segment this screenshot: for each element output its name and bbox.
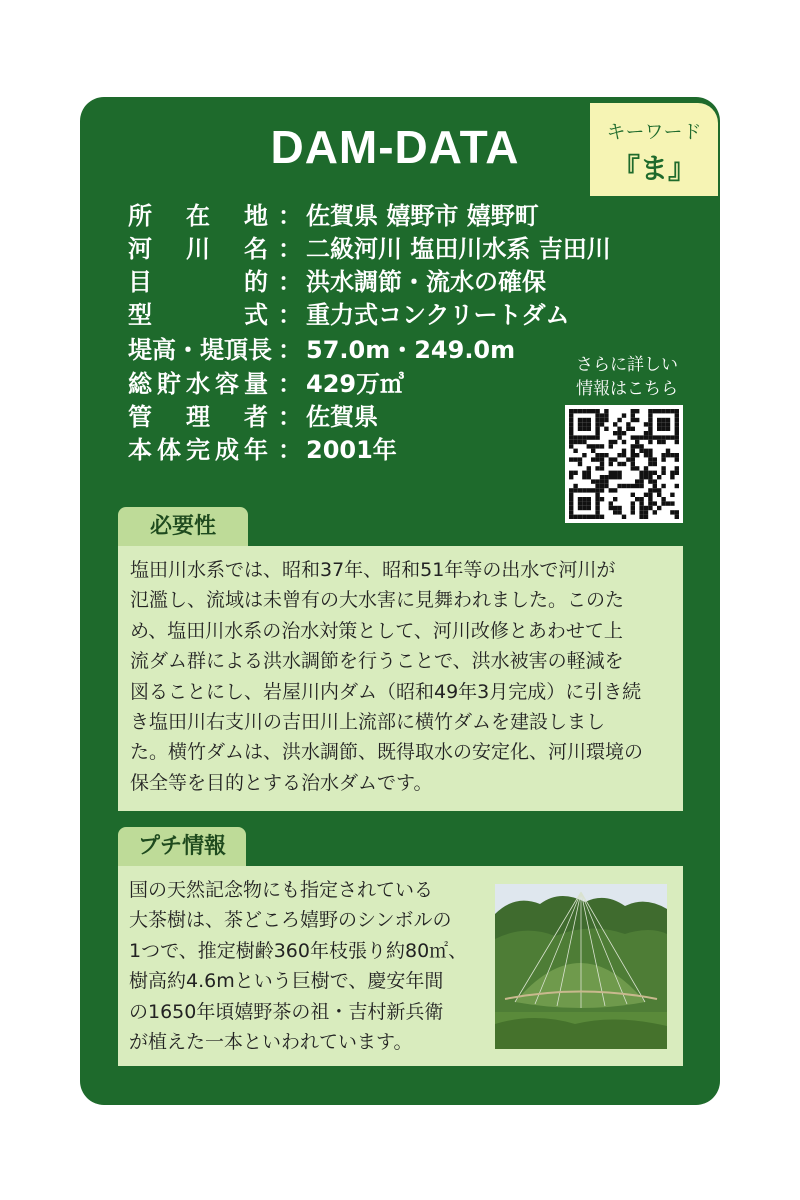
info-separator: ： [278, 370, 302, 398]
info-separator: ： [278, 268, 302, 296]
info-value: 佐賀県 嬉野市 嬉野町 [306, 202, 539, 230]
keyword-label: キーワード [606, 121, 702, 143]
info-separator: ： [278, 336, 302, 364]
text-line: た。横竹ダムは、洪水調節、既得取水の安定化、河川環境の [130, 741, 644, 764]
info-label: 堤 高 ・ 堤 頂 長 [128, 336, 272, 364]
text-line: 国の天然記念物にも指定されている [129, 879, 434, 901]
text-line: 保全等を目的とする治水ダムです。 [130, 771, 433, 794]
tea-tree-photo [495, 884, 667, 1049]
keyword-value: 『ま』 [611, 152, 696, 185]
text-line: き塩田川右支川の吉田川上流部に横竹ダムを建設しまし [130, 711, 606, 734]
text-line: 流ダム群による洪水調節を行うことで、洪水被害の軽減を [130, 650, 624, 673]
info-label: 管 理 者 [128, 403, 268, 431]
info-separator: ： [278, 436, 302, 464]
info-value: 57.0m・249.0m [306, 336, 516, 364]
necessity-heading: 必要性 [118, 507, 248, 547]
info-value: 佐賀県 [306, 403, 378, 431]
info-value: 2001年 [306, 436, 397, 464]
info-separator: ： [278, 301, 302, 329]
qr-code[interactable] [565, 405, 683, 523]
necessity-text [130, 555, 675, 798]
text-line: 塩田川水系では、昭和37年、昭和51年等の出水で河川が [130, 559, 616, 581]
qr-caption-line: 情報はこちら [576, 379, 678, 399]
info-label: 総 貯 水 容 量 [128, 370, 268, 398]
info-label: 目 的 [128, 268, 268, 296]
text-line: 1つで、推定樹齢360年枝張り約80㎡、 [129, 939, 468, 962]
text-line: 大茶樹は、茶どころ嬉野のシンボルの [129, 909, 452, 932]
info-value: 429万㎥ [306, 370, 405, 398]
info-label: 所 在 地 [128, 202, 268, 230]
info-separator: ： [278, 202, 302, 230]
info-value: 洪水調節・流水の確保 [306, 268, 546, 296]
info-separator: ： [278, 403, 302, 431]
info-separator: ： [278, 235, 302, 263]
text-line: 図ることにし、岩屋川内ダム（昭和49年3月完成）に引き続 [130, 680, 642, 703]
info-value: 重力式コンクリートダム [306, 301, 570, 329]
card-title: DAM-DATA [270, 121, 520, 173]
info-label: 本 体 完 成 年 [128, 436, 268, 464]
text-line: 樹高約4.6mという巨樹で、慶安年間 [129, 970, 444, 993]
info-label: 型 式 [128, 301, 268, 329]
qr-code-image [565, 405, 683, 523]
qr-caption [557, 353, 697, 401]
text-line: め、塩田川水系の治水対策として、河川改修とあわせて上 [130, 619, 623, 642]
text-line: が植えた一本といわれています。 [129, 1031, 413, 1054]
info-label: 河 川 名 [128, 235, 268, 263]
text-line: 氾濫し、流域は未曾有の大水害に見舞われました。このた [130, 589, 625, 612]
text-line: の1650年頃嬉野茶の祖・吉村新兵衛 [129, 1000, 444, 1023]
trivia-text [129, 875, 489, 1057]
info-value: 二級河川 塩田川水系 吉田川 [306, 235, 611, 263]
keyword-box [590, 103, 718, 196]
trivia-heading: プチ情報 [118, 827, 246, 867]
qr-caption-line: さらに詳しい [576, 355, 678, 375]
